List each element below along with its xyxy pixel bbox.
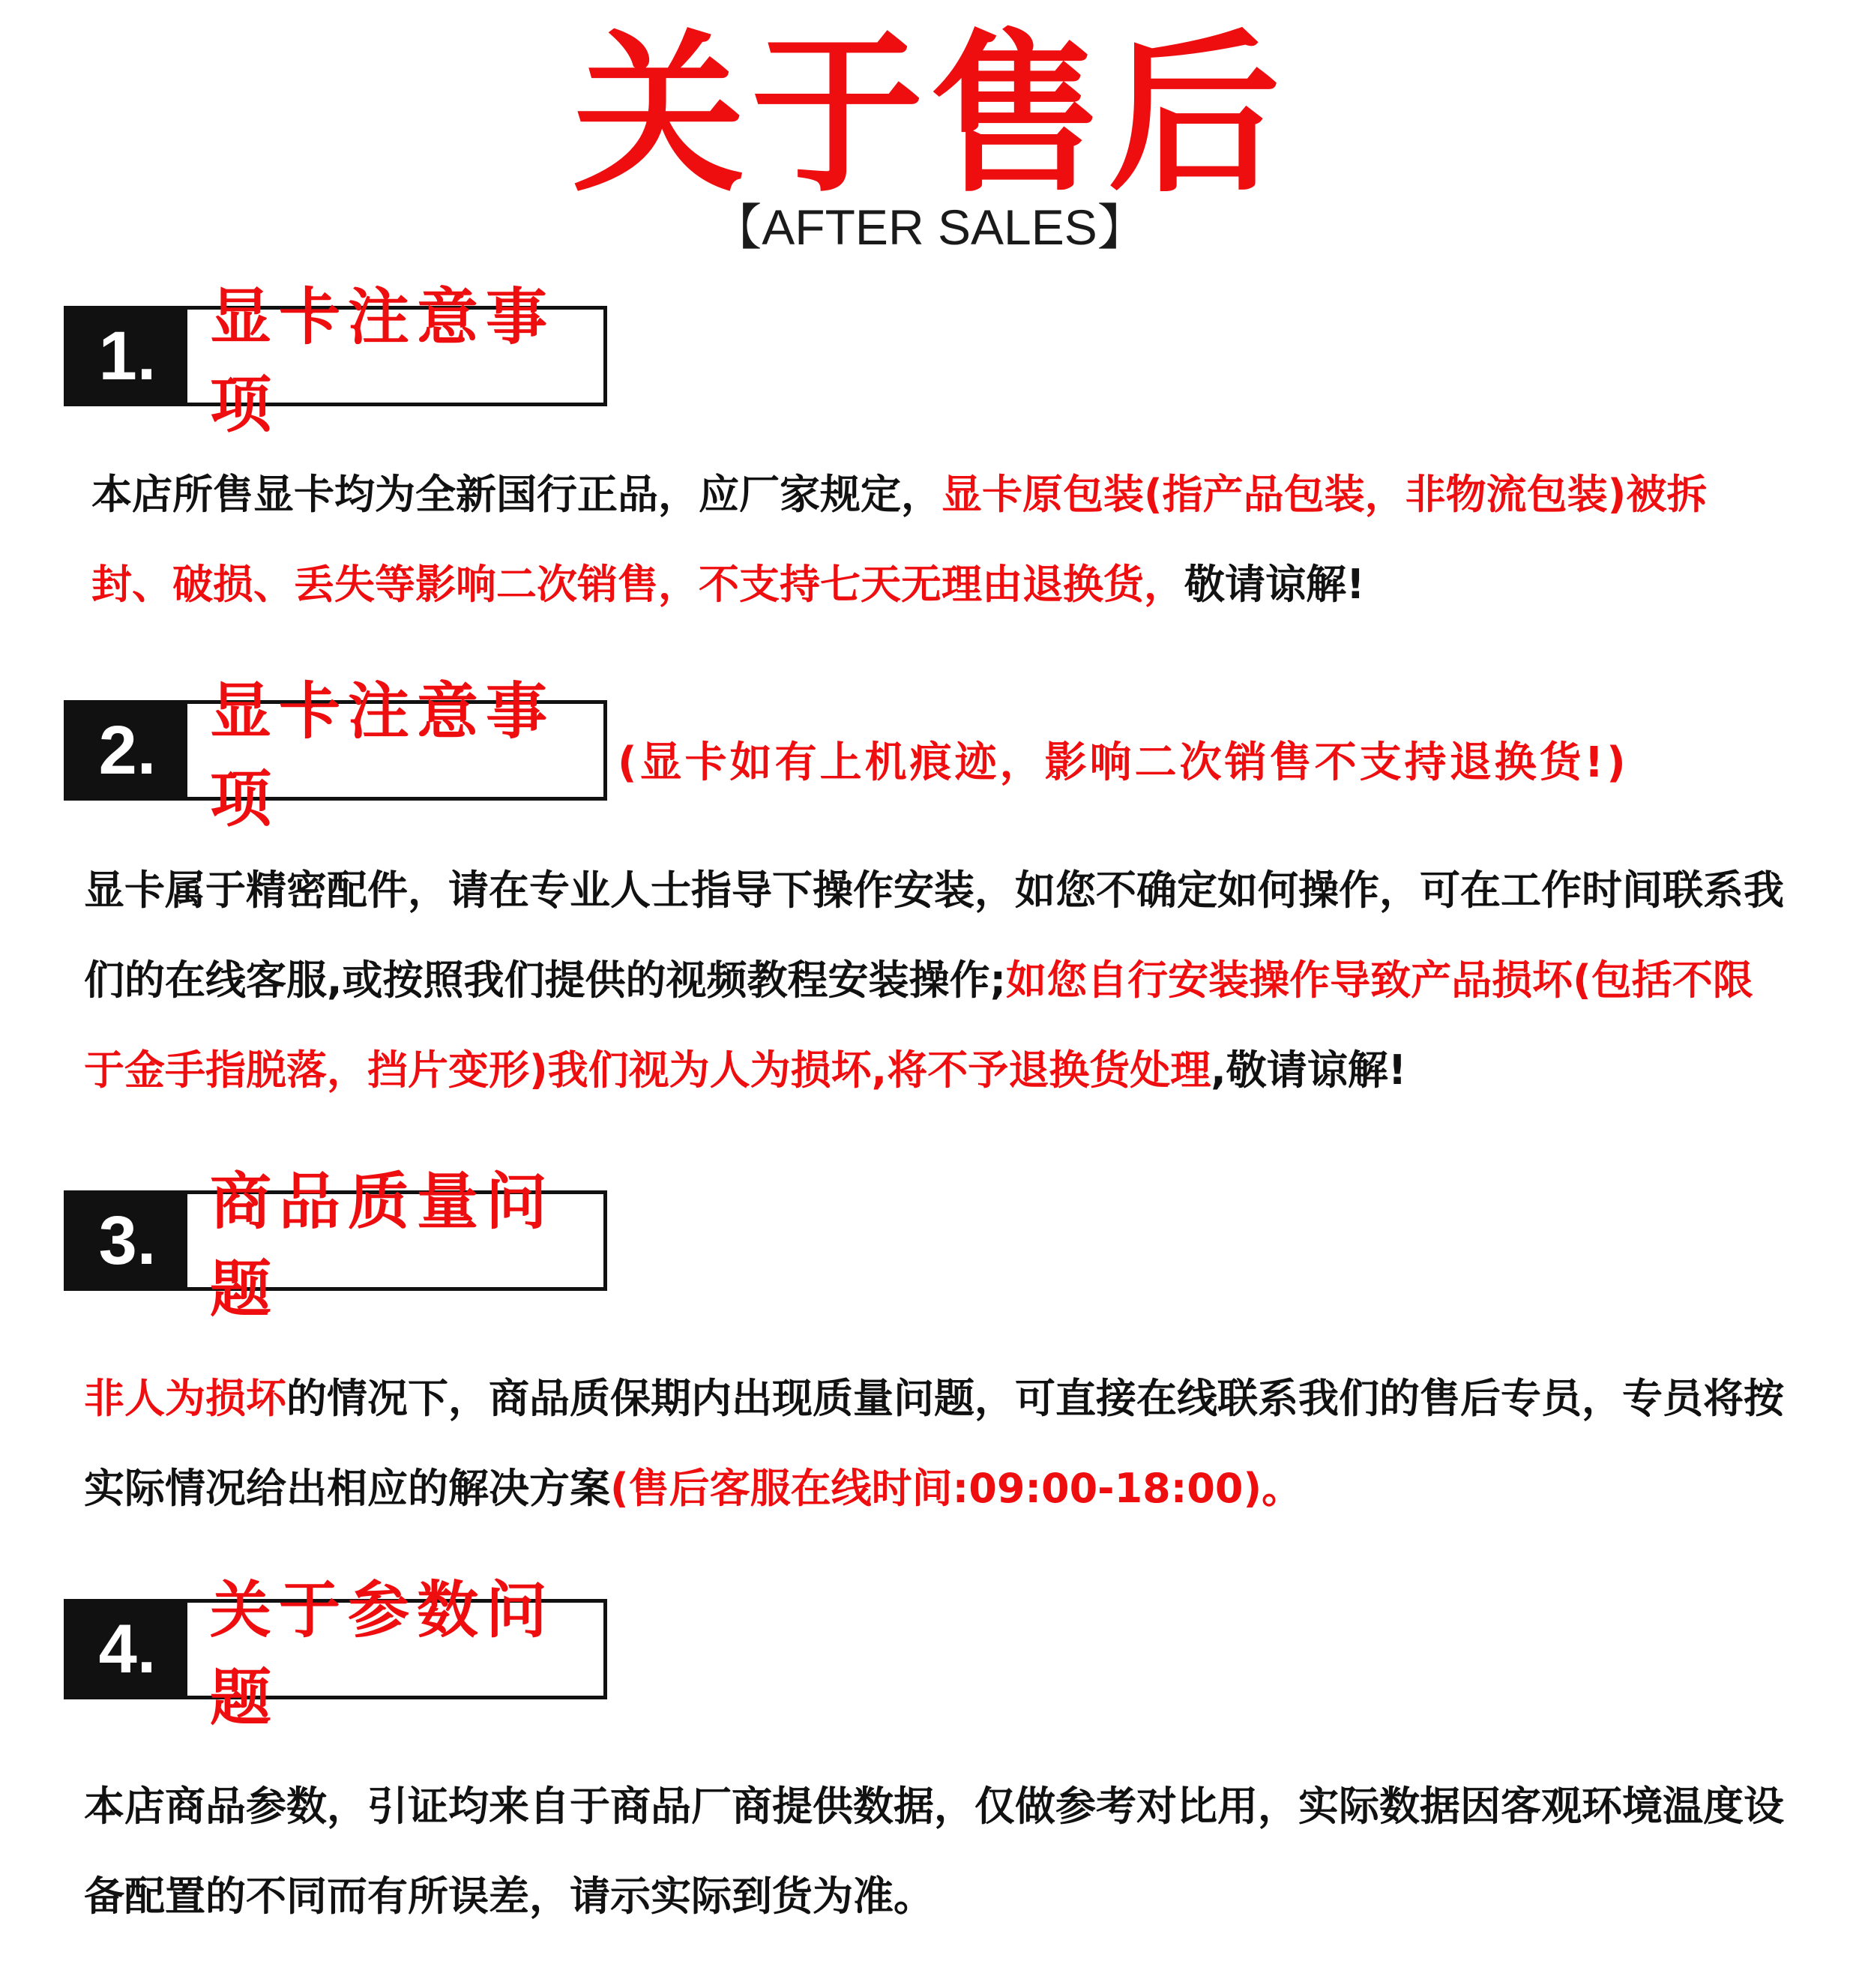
section-number: 4. [67, 1603, 187, 1696]
text-segment: ,敬请谅解! [1211, 1046, 1407, 1094]
text-segment-highlight: (售后客服在线时间:09:00-18:00)。 [610, 1465, 1303, 1512]
text-segment-highlight: 如您自行安装操作导致产品损坏(包括不限于金手指脱落，挡片变形)我们视为人为损坏,将不予退换货处理 [84, 957, 1753, 1094]
section-1-paragraph [91, 450, 1786, 630]
section-2-header [64, 676, 607, 835]
section-number: 2. [67, 704, 187, 797]
page-subtitle: 【AFTER SALES】 [712, 199, 1147, 255]
section-3-paragraph [84, 1354, 1786, 1534]
section-3-header [64, 1166, 607, 1325]
text-segment: 的情况下，商品质保期内出现质量问题，可直接在线联系我们的售后专员，专员将按实际情况给出相应的解决方案 [84, 1375, 1784, 1512]
page-title: 关于售后 [572, 16, 1286, 216]
section-label: 商品质量问题 [210, 1166, 555, 1325]
text-segment: 本店所售显卡均为全新国行正品，应厂家规定， [91, 471, 941, 518]
text-segment: 本店商品参数，引证均来自于商品厂商提供数据，仅做参考对比用，实际数据因客观环境温度设备配置的不同而有所误差，请示实际到货为准。 [84, 1783, 1784, 1920]
section-label: 显卡注意事项 [210, 676, 555, 835]
section-number: 3. [67, 1194, 187, 1287]
section-2-paragraph [84, 846, 1786, 1115]
section-label: 显卡注意事项 [210, 282, 555, 441]
text-segment-highlight: 显卡原包装(指产品包装，非物流包装)被拆封、破损、丢失等影响二次销售，不支持七天无理由退换货， [91, 471, 1708, 608]
text-segment-highlight: 非人为损坏 [84, 1375, 286, 1422]
section-1-header [64, 282, 607, 441]
section-label: 关于参数问题 [210, 1575, 555, 1734]
section-2-note: (显卡如有上机痕迹，影响二次销售不支持退换货!) [618, 738, 1629, 787]
section-4-paragraph [84, 1762, 1786, 1942]
text-segment: 显卡属于精密配件，请在专业人士指导下操作安装，如您不确定如何操作，可在工作时间联系我们的在线客服,或按照我们提供的视频教程安装操作; [84, 867, 1784, 1004]
section-number: 1. [67, 310, 187, 403]
text-segment: 敬请谅解! [1184, 561, 1365, 608]
section-4-header [64, 1575, 607, 1734]
